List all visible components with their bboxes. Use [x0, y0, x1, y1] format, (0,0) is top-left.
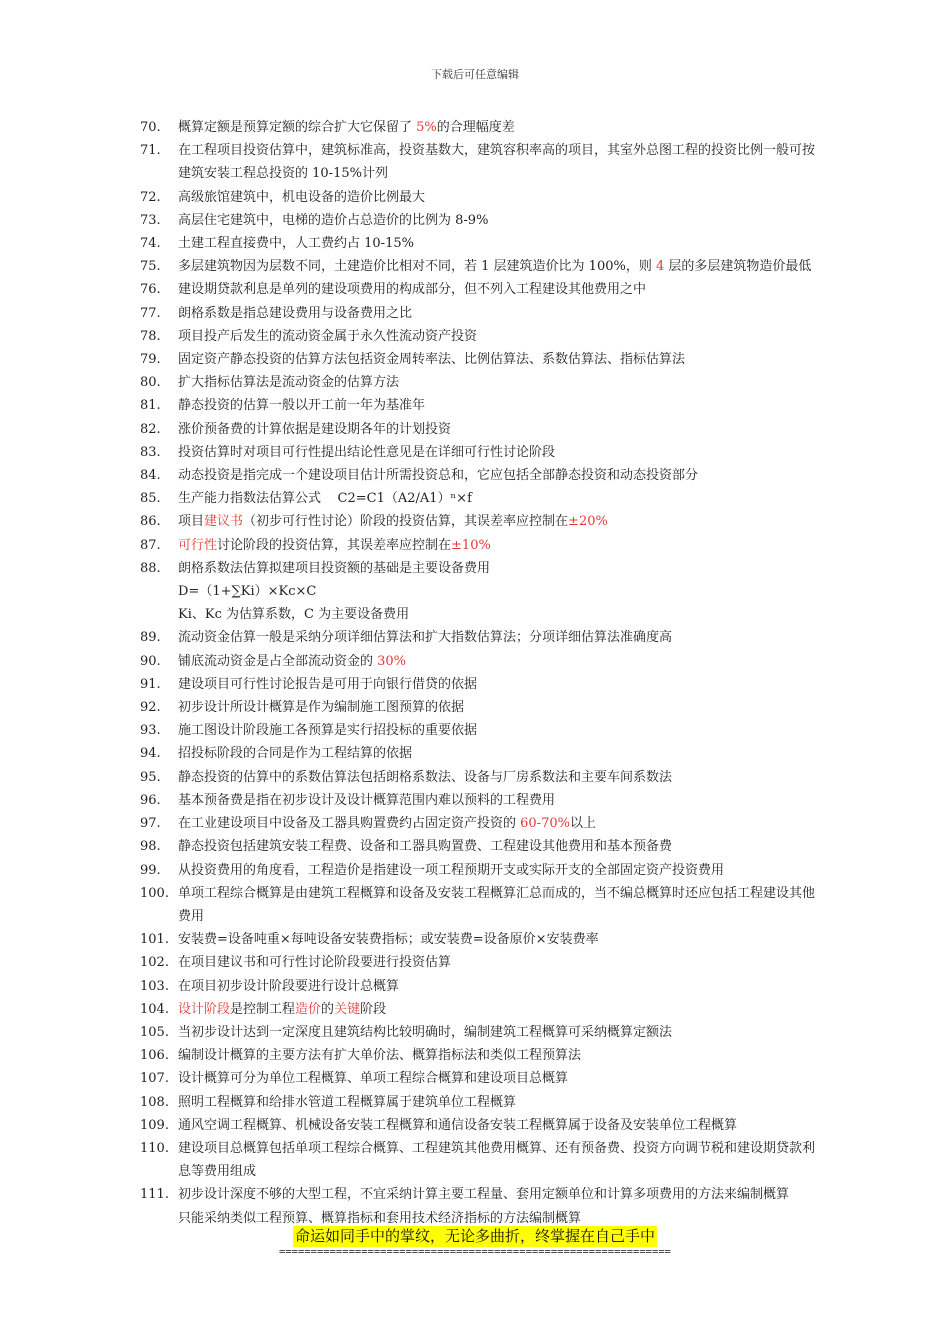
text-segment: 多层建筑物因为层数不同，土建造价比相对不同，若 1 层建筑造价比为 100%，则	[178, 259, 656, 275]
item-number: 111.	[140, 1187, 169, 1203]
highlight-text: ±20%	[568, 514, 608, 530]
list-item	[140, 348, 900, 371]
item-number: 96.	[140, 792, 161, 808]
highlight-text: 5%	[416, 120, 437, 135]
text-segment: 的	[321, 1001, 335, 1017]
text-segment: 息等费用组成	[178, 1164, 257, 1180]
item-text	[178, 835, 900, 858]
item-text	[178, 278, 900, 301]
list-item	[140, 278, 900, 301]
item-number: 84.	[140, 468, 161, 484]
item-text	[178, 719, 900, 742]
list-item	[140, 766, 900, 789]
highlight-text: ±10%	[451, 537, 491, 553]
item-text	[178, 859, 900, 882]
text-segment: 设计概算可分为单位工程概算、单项工程综合概算和建设项目总概算	[178, 1071, 569, 1087]
list-item	[140, 534, 900, 557]
item-text	[178, 464, 900, 487]
text-segment: D=（1+∑Ki）×Kc×C	[178, 584, 317, 600]
list-item	[140, 1091, 900, 1114]
text-segment: 建设项目总概算包括单项工程综合概算、工程建筑其他费用概算、还有预备费、投资方向调节税和建设期贷款利	[178, 1140, 816, 1156]
item-text	[178, 1183, 900, 1206]
item-text	[178, 162, 900, 185]
list-item	[140, 1183, 900, 1206]
item-text	[178, 116, 900, 139]
text-segment: 朗格系数是指总建设费用与设备费用之比	[178, 305, 413, 321]
item-text	[178, 812, 900, 835]
text-segment: 当初步设计达到一定深度且建筑结构比较明确时，编制建筑工程概算可采纳概算定额法	[178, 1024, 673, 1040]
item-text	[178, 534, 900, 557]
item-number: 105.	[140, 1024, 169, 1040]
list-item-continuation	[140, 580, 900, 603]
item-number: 93.	[140, 723, 161, 739]
list-item	[140, 998, 900, 1021]
item-number: 89.	[140, 630, 161, 646]
list-item	[140, 441, 900, 464]
item-number: 70.	[140, 120, 161, 135]
highlight-text: 建议书	[204, 514, 244, 530]
text-segment: 涨价预备费的计算依据是建设期各年的计划投资	[178, 421, 452, 437]
list-item-continuation	[140, 603, 900, 626]
item-text	[178, 998, 900, 1021]
page-header: 下载后可任意编辑	[431, 68, 519, 81]
item-number: 86.	[140, 514, 161, 530]
item-number: 85.	[140, 491, 161, 507]
text-segment: 安装费=设备吨重×每吨设备安装费指标；或安装费=设备原价×安装费率	[178, 932, 599, 948]
item-text	[178, 139, 900, 162]
list-item	[140, 696, 900, 719]
list-item	[140, 255, 900, 278]
text-segment: 固定资产静态投资的估算方法包括资金周转率法、比例估算法、系数估算法、指标估算法	[178, 352, 686, 368]
text-segment: 高层住宅建筑中，电梯的造价占总造价的比例为 8-9%	[178, 212, 489, 228]
item-number: 90.	[140, 653, 161, 669]
text-segment: 的合理幅度差	[436, 120, 515, 135]
list-item	[140, 325, 900, 348]
highlight-text: 30%	[377, 653, 407, 669]
item-number: 88.	[140, 560, 161, 576]
item-number: 99.	[140, 862, 161, 878]
item-number: 109.	[140, 1117, 169, 1133]
item-text	[178, 789, 900, 812]
item-number: 92.	[140, 700, 161, 716]
motto: 命运如同手中的掌纹，无论多曲折，终掌握在自己手中	[294, 1227, 655, 1245]
text-segment: 朗格系数法估算拟建项目投资额的基础是主要设备费用	[178, 560, 491, 576]
item-number: 74.	[140, 236, 161, 252]
question-list	[140, 116, 900, 1230]
text-segment: （初步可行性讨论）阶段的投资估算，其误差率应控制在	[243, 514, 569, 530]
item-number: 100.	[140, 885, 169, 901]
list-item	[140, 789, 900, 812]
item-text	[178, 1114, 900, 1137]
text-segment: 初步设计深度不够的大型工程，不宜采纳计算主要工程量、套用定额单位和计算多项费用的方法来编制概算	[178, 1187, 790, 1203]
highlight-text: 60-70%	[520, 816, 570, 832]
motto-container	[0, 1226, 950, 1247]
item-text	[178, 394, 900, 417]
list-item	[140, 882, 900, 905]
text-segment: 动态投资是指完成一个建设项目估计所需投资总和，它应包括全部静态投资和动态投资部分	[178, 468, 699, 484]
item-text	[178, 441, 900, 464]
text-segment: 项目	[178, 514, 205, 530]
item-text	[178, 186, 900, 209]
item-number: 77.	[140, 305, 161, 321]
text-segment: 铺底流动资金是占全部流动资金的	[178, 653, 378, 669]
item-number: 83.	[140, 444, 161, 460]
list-item	[140, 859, 900, 882]
text-segment: 层的多层建筑物造价最低	[664, 259, 812, 275]
item-number: 76.	[140, 282, 161, 298]
item-text	[178, 580, 900, 603]
list-item	[140, 116, 900, 139]
text-segment: 静态投资的估算中的系数估算法包括朗格系数法、设备与厂房系数法和主要车间系数法	[178, 769, 673, 785]
highlight-text: 设计阶段	[178, 1001, 231, 1017]
item-number: 75.	[140, 259, 161, 275]
text-segment: 基本预备费是指在初步设计及设计概算范围内难以预料的工程费用	[178, 792, 556, 808]
separator-rule: ==============================================================	[279, 1246, 671, 1258]
item-number: 71.	[140, 143, 161, 159]
item-text	[178, 603, 900, 626]
item-number: 103.	[140, 978, 169, 994]
item-number: 87.	[140, 537, 161, 553]
item-text	[178, 882, 900, 905]
list-item	[140, 371, 900, 394]
list-item	[140, 673, 900, 696]
text-segment: 流动资金估算一般是采纳分项详细估算法和扩大指数估算法；分项详细估算法准确度高	[178, 630, 673, 646]
item-number: 108.	[140, 1094, 169, 1110]
text-segment: 照明工程概算和给排水管道工程概算属于建筑单位工程概算	[178, 1094, 517, 1110]
item-text	[178, 1067, 900, 1090]
item-text	[178, 975, 900, 998]
list-item-continuation	[140, 1160, 900, 1183]
item-number: 110.	[140, 1140, 169, 1156]
text-segment: 单项工程综合概算是由建筑工程概算和设备及安装工程概算汇总而成的，当不编总概算时还应包括工程建设其他	[178, 885, 816, 901]
text-segment: 初步设计所设计概算是作为编制施工图预算的依据	[178, 700, 465, 716]
highlight-text: 造价	[295, 1001, 322, 1017]
list-item	[140, 812, 900, 835]
item-number: 81.	[140, 398, 161, 414]
text-segment: 在项目初步设计阶段要进行设计总概算	[178, 978, 400, 994]
text-segment: 建设期贷款利息是单列的建设项费用的构成部分，但不列入工程建设其他费用之中	[178, 282, 647, 298]
list-item	[140, 186, 900, 209]
list-item	[140, 487, 900, 510]
item-text	[178, 928, 900, 951]
text-segment: 投资估算时对项目可行性提出结论性意见是在详细可行性讨论阶段	[178, 444, 556, 460]
item-text	[178, 673, 900, 696]
text-segment: 施工图设计阶段施工各预算是实行招投标的重要依据	[178, 723, 478, 739]
item-text	[178, 1137, 900, 1160]
text-segment: 从投资费用的角度看，工程造价是指建设一项工程预期开支或实际开支的全部固定资产投资费用	[178, 862, 725, 878]
text-segment: 项目投产后发生的流动资金属于永久性流动资产投资	[178, 328, 478, 344]
text-segment: 静态投资包括建筑安装工程费、设备和工器具购置费、工程建设其他费用和基本预备费	[178, 839, 673, 855]
list-item	[140, 835, 900, 858]
item-number: 72.	[140, 189, 161, 205]
highlight-text: 关键	[334, 1001, 361, 1017]
item-number: 101.	[140, 932, 169, 948]
list-item	[140, 139, 900, 162]
list-item	[140, 928, 900, 951]
item-number: 91.	[140, 676, 161, 692]
item-text	[178, 209, 900, 232]
text-segment: 阶段	[360, 1001, 387, 1017]
list-item	[140, 626, 900, 649]
item-text	[178, 650, 900, 673]
item-number: 107.	[140, 1071, 169, 1087]
list-item	[140, 418, 900, 441]
item-number: 95.	[140, 769, 161, 785]
list-item	[140, 1137, 900, 1160]
item-text	[178, 626, 900, 649]
highlight-text: 4	[655, 259, 665, 275]
text-segment: 扩大指标估算法是流动资金的估算方法	[178, 375, 400, 391]
text-segment: 在工业建设项目中设备及工器具购置费约占固定资产投资的	[178, 816, 521, 832]
item-number: 79.	[140, 352, 161, 368]
list-item-continuation	[140, 162, 900, 185]
list-item	[140, 1021, 900, 1044]
item-text	[178, 487, 900, 510]
item-text	[178, 232, 900, 255]
list-item	[140, 232, 900, 255]
text-segment: 讨论阶段的投资估算，其误差率应控制在	[217, 537, 452, 553]
item-text	[178, 742, 900, 765]
text-segment: 只能采纳类似工程预算、概算指标和套用技术经济指标的方法编制概算	[178, 1210, 582, 1226]
item-text	[178, 371, 900, 394]
text-segment: 建筑安装工程总投资的 10-15%计列	[178, 166, 388, 182]
text-segment: 通风空调工程概算、机械设备安装工程概算和通信设备安装工程概算属于设备及安装单位工程概算	[178, 1117, 738, 1133]
item-text	[178, 1044, 900, 1067]
list-item-continuation	[140, 905, 900, 928]
list-item	[140, 302, 900, 325]
list-item	[140, 951, 900, 974]
item-text	[178, 557, 900, 580]
item-text	[178, 302, 900, 325]
text-segment: 在工程项目投资估算中，建筑标准高，投资基数大，建筑容积率高的项目，其室外总图工程的投资比例一般可按	[178, 143, 816, 159]
list-item	[140, 464, 900, 487]
text-segment: 是控制工程	[230, 1001, 296, 1017]
list-item	[140, 394, 900, 417]
list-item	[140, 1044, 900, 1067]
item-number: 82.	[140, 421, 161, 437]
list-item	[140, 510, 900, 533]
text-segment: 以上	[569, 816, 596, 832]
item-text	[178, 1160, 900, 1183]
item-text	[178, 905, 900, 928]
item-text	[178, 696, 900, 719]
text-segment: 生产能力指数法估算公式 C2=C1（A2/A1）ⁿ×f	[178, 491, 472, 507]
item-text	[178, 766, 900, 789]
item-text	[178, 1091, 900, 1114]
text-segment: Ki、Kc 为估算系数，C 为主要设备费用	[178, 607, 410, 623]
text-segment: 招投标阶段的合同是作为工程结算的依据	[178, 746, 413, 762]
item-text	[178, 510, 900, 533]
list-item	[140, 557, 900, 580]
item-text	[178, 951, 900, 974]
item-number: 104.	[140, 1001, 169, 1017]
highlight-text: 可行性	[178, 537, 218, 553]
list-item	[140, 975, 900, 998]
item-number: 94.	[140, 746, 161, 762]
item-number: 102.	[140, 955, 169, 971]
text-segment: 高级旅馆建筑中，机电设备的造价比例最大	[178, 189, 426, 205]
item-text	[178, 325, 900, 348]
item-text	[178, 1021, 900, 1044]
list-item	[140, 742, 900, 765]
item-number: 106.	[140, 1048, 169, 1064]
list-item	[140, 650, 900, 673]
text-segment: 在项目建议书和可行性讨论阶段要进行投资估算	[178, 955, 452, 971]
item-number: 98.	[140, 839, 161, 855]
text-segment: 静态投资的估算一般以开工前一年为基准年	[178, 398, 426, 414]
text-segment: 编制设计概算的主要方法有扩大单价法、概算指标法和类似工程预算法	[178, 1048, 582, 1064]
item-number: 78.	[140, 328, 161, 344]
list-item	[140, 719, 900, 742]
list-item	[140, 1114, 900, 1137]
item-text	[178, 348, 900, 371]
text-segment: 建设项目可行性讨论报告是可用于向银行借贷的依据	[178, 676, 478, 692]
list-item	[140, 1067, 900, 1090]
list-item	[140, 209, 900, 232]
item-number: 80.	[140, 375, 161, 391]
item-number: 73.	[140, 212, 161, 228]
item-text	[178, 255, 900, 278]
text-segment: 概算定额是预算定额的综合扩大它保留了	[178, 120, 417, 135]
text-segment: 土建工程直接费中，人工费约占 10-15%	[178, 236, 414, 252]
text-segment: 费用	[178, 908, 205, 924]
item-text	[178, 418, 900, 441]
item-number: 97.	[140, 816, 161, 832]
